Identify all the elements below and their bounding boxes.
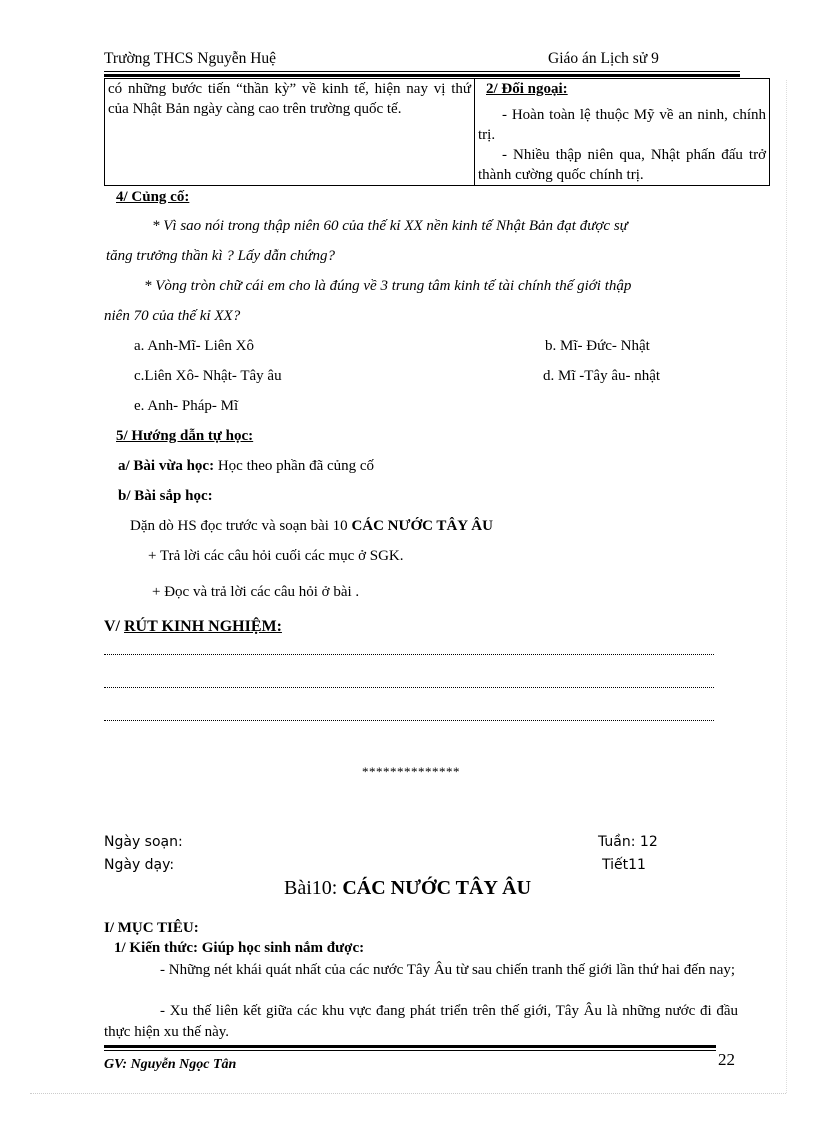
footer-rule-thin: [104, 1050, 716, 1051]
foreign-policy-line-1: - Hoàn toàn lệ thuộc Mỹ về an ninh, chính trị.: [478, 107, 766, 143]
footer-teacher: GV: Nguyễn Ngọc Tân: [104, 1057, 237, 1072]
option-a: a. Anh-Mĩ- Liên Xô: [134, 338, 254, 354]
section-separator-stars: **************: [362, 764, 460, 779]
table-left-cell: có những bước tiến “thần kỳ” về kinh tế, hiện nay vị thứ của Nhật Bản ngày càng cao trên trường quốc tế.: [105, 79, 475, 186]
next-lesson-title: CÁC NƯỚC TÂY ÂU: [351, 518, 493, 534]
question-1-line-1: * Vì sao nói trong thập niên 60 của thế kỉ XX nền kinh tế Nhật Bản đạt được sự: [152, 218, 628, 234]
page-right-border: [786, 80, 787, 1093]
page-bottom-border: [30, 1093, 786, 1094]
dotted-line-3: [104, 720, 714, 721]
current-lesson-text: Học theo phần đã củng cố: [217, 458, 375, 474]
option-d: d. Mĩ -Tây âu- nhật: [543, 368, 661, 384]
lesson-title-prefix: Bài10:: [284, 877, 338, 899]
teach-date-label: Ngày dạy:: [104, 857, 175, 873]
week-label: Tuần: 12: [598, 834, 658, 850]
option-c: c.Liên Xô- Nhật- Tây âu: [134, 368, 282, 384]
lesson-title-name: CÁC NƯỚC TÂY ÂU: [342, 877, 532, 899]
next-lesson-label: b/ Bài sắp học:: [118, 488, 213, 504]
option-b: b. Mĩ- Đức- Nhật: [545, 338, 650, 354]
question-2-line-1: * Vòng tròn chữ cái em cho là đúng về 3 trung tâm kinh tế tài chính thế giới thập: [144, 278, 632, 294]
self-study-heading: 5/ Hướng dẫn tự học:: [116, 428, 254, 444]
table-right-cell: [475, 79, 770, 186]
question-2-line-2: niên 70 của thế kỉ XX?: [104, 308, 241, 324]
current-lesson-label: a/ Bài vừa học:: [118, 458, 215, 474]
question-1-line-2: tăng trưởng thần kì ? Lấy dẫn chứng?: [106, 248, 335, 264]
objective-paragraph-2: - Xu thế liên kết giữa các khu vực đang phát triển trên thế giới, Tây Âu là những nước đi đầu thực hiện xu thế này.: [104, 1003, 738, 1040]
dotted-line-2: [104, 687, 714, 688]
header-subject: Giáo án Lịch sử 9: [548, 50, 659, 67]
foreign-policy-heading: 2/ Đối ngoại:: [486, 81, 568, 97]
footer-rule-thick: [104, 1045, 716, 1048]
foreign-policy-line-2: - Nhiều thập niên qua, Nhật phấn đấu trở thành cường quốc chính trị.: [478, 147, 766, 183]
experience-heading-prefix: V/: [104, 618, 120, 635]
experience-heading: [104, 618, 282, 636]
option-e: e. Anh- Pháp- Mĩ: [134, 398, 239, 414]
current-lesson-line: [118, 458, 374, 475]
consolidation-heading: 4/ Củng cố:: [116, 189, 190, 205]
header-school: Trường THCS Nguyễn Huệ: [104, 50, 277, 67]
experience-heading-title: RÚT KINH NGHIỆM:: [124, 618, 282, 635]
content-table: [104, 78, 770, 186]
next-lesson-instruction: [130, 518, 493, 535]
header-rule-thin: [104, 71, 740, 72]
knowledge-heading: 1/ Kiến thức: Giúp học sinh nắm được:: [114, 940, 365, 956]
next-lesson-instruction-text: Dặn dò HS đọc trước và soạn bài 10: [130, 518, 348, 534]
lesson-title: [284, 877, 531, 900]
page-number: 22: [718, 1050, 735, 1069]
instruction-line-3: + Đọc và trả lời các câu hỏi ở bài .: [152, 584, 360, 600]
instruction-line-2: + Trả lời các câu hỏi cuối các mục ở SGK.: [148, 548, 404, 564]
dotted-line-1: [104, 654, 714, 655]
period-label: Tiết11: [602, 857, 646, 873]
objective-paragraph-1: - Những nét khái quát nhất của các nước Tây Âu từ sau chiến tranh thế giới lần thứ hai đến nay;: [160, 962, 736, 978]
header-rule-thick: [104, 74, 740, 77]
objectives-heading: I/ MỤC TIÊU:: [104, 920, 199, 936]
prep-date-label: Ngày soạn:: [104, 834, 183, 850]
